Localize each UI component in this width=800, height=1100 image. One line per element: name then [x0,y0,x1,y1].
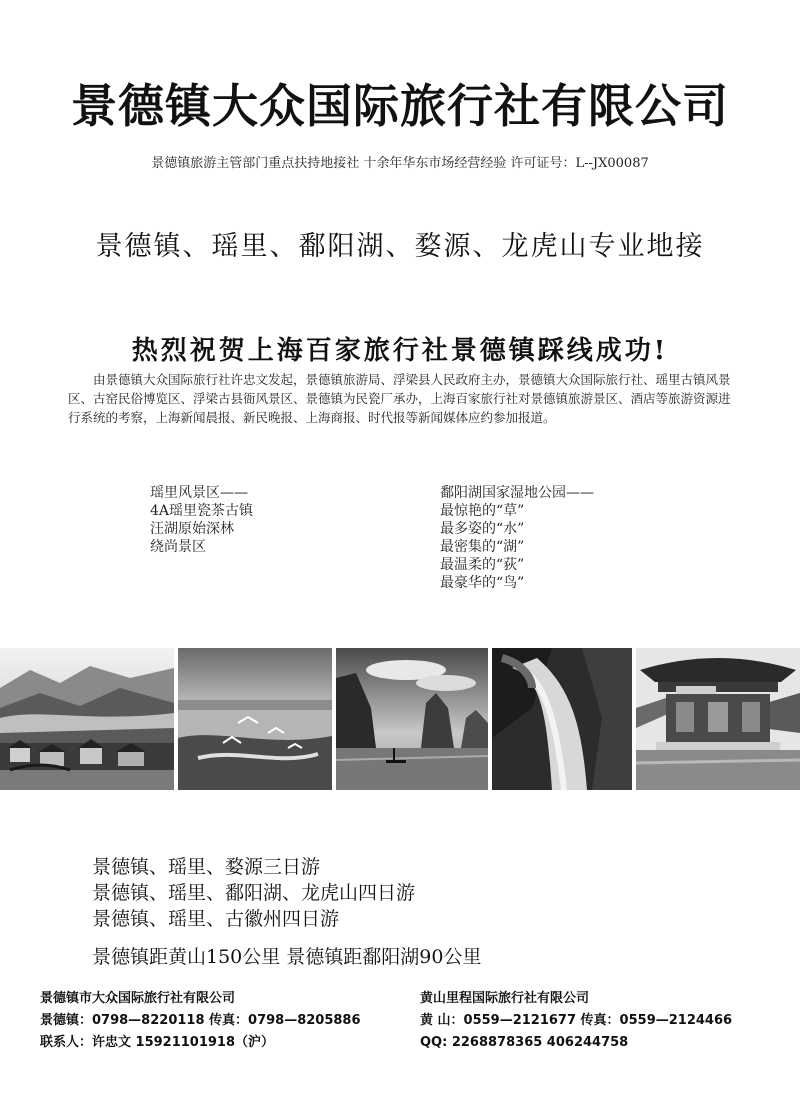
sight-item: 最豪华的“鸟” [440,575,525,591]
tour-routes [92,854,712,932]
contact-block-huangshan [420,988,790,1054]
sight-item: 最温柔的“荻” [440,557,525,573]
contact-qq: QQ: 2268878365 406244758 [420,1035,629,1050]
photo-waterfall [492,648,632,790]
sight-item: 瑶里风景区—— [150,485,248,501]
announcement-title: 热烈祝贺上海百家旅行社景德镇踩线成功! [131,336,669,366]
photo-ancient-town [0,648,174,790]
sight-item: 鄱阳湖国家湿地公园—— [440,485,594,501]
contact-phone: 景德镇：0798—8220118 传真：0798—8205886 [40,1013,361,1028]
sight-item: 汪湖原始深林 [150,521,234,537]
contact-block-jingdezhen [40,988,420,1054]
sight-item: 最惊艳的“草” [440,503,525,519]
distance-info: 景德镇距黄山150公里 景德镇距鄱阳湖90公里 [92,946,482,968]
sights-list-poyang [440,484,740,592]
sights-list-yaoli [150,484,390,556]
company-title: 景德镇大众国际旅行社有限公司 [71,79,729,133]
contact-phone: 黄 山：0559—2121677 传真：0559—2124466 [420,1013,733,1028]
contact-company: 黄山里程国际旅行社有限公司 [420,991,590,1006]
service-headline: 景德镇、瑶里、鄱阳湖、婺源、龙虎山专业地接 [95,231,705,262]
sight-item: 最密集的“湖” [440,539,525,555]
photo-river-peaks [336,648,488,790]
route-item: 景德镇、瑶里、古徽州四日游 [92,908,340,930]
announcement-body: 由景德镇大众国际旅行社许忠文发起，景德镇旅游局、浮梁县人民政府主办，景德镇大众国际旅行社、瑶里古镇风景区、古窑民俗博览区、浮梁古县衙风景区、景德镇为民瓷厂承办，上海百家旅行社对景德镇旅游景区、酒店等旅游资源进行系统的考察，上海新闻晨报、新民晚报、上海商报、时代报等新闻媒体应约参加报道。 [68,372,731,425]
photo-strip [0,648,800,790]
contact-person: 联系人：许忠文 15921101918（沪） [40,1035,275,1050]
route-item: 景德镇、瑶里、婺源三日游 [92,856,321,878]
sight-item: 4A瑶里瓷茶古镇 [150,503,254,519]
contact-company: 景德镇市大众国际旅行社有限公司 [40,991,236,1006]
route-item: 景德镇、瑶里、鄱阳湖、龙虎山四日游 [92,882,416,904]
sight-item: 绕尚景区 [150,539,206,555]
photo-pavilion [636,648,800,790]
company-subtitle: 景德镇旅游主管部门重点扶持地接社 十余年华东市场经营经验 许可证号：L--JX00087 [151,156,649,171]
sight-item: 最多姿的“水” [440,521,525,537]
photo-wetland-birds [178,648,332,790]
